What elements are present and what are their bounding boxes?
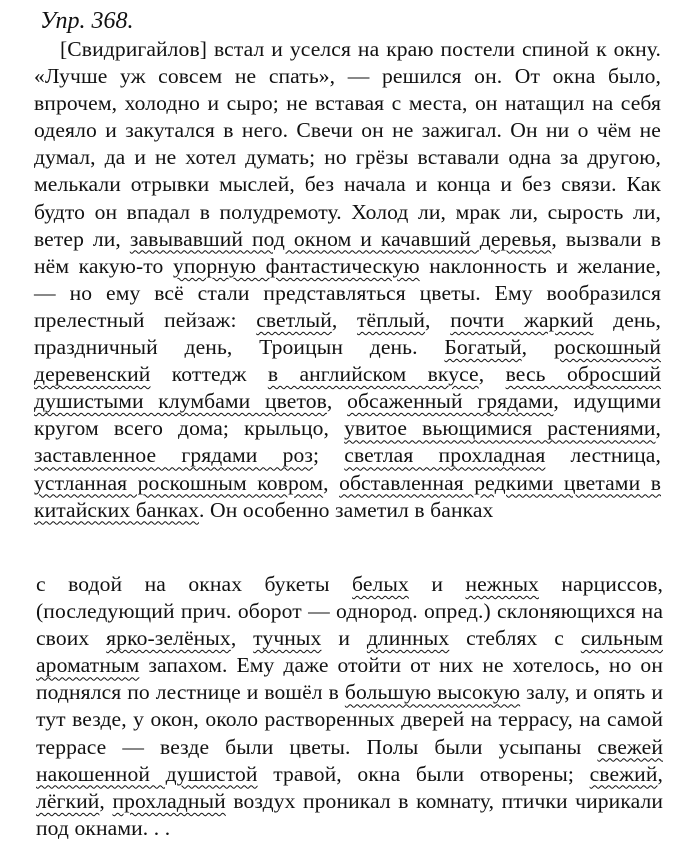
underlined-phrase: обставленная редкими цветами в китайских банках xyxy=(34,470,661,522)
text-segment: , xyxy=(230,626,254,651)
underlined-phrase: почти жаркий xyxy=(450,307,594,332)
underlined-phrase: завывавший под окном и качавший деревья xyxy=(129,226,552,251)
text-segment: , xyxy=(478,362,506,387)
text-segment: день, праздничный день, Троицын день. xyxy=(34,307,661,360)
text-segment: запахом. Ему даже отойти от них не хотелось, но он поднялся по лестнице и вошёл в xyxy=(36,653,663,705)
text-segment: , xyxy=(323,470,340,495)
underlined-phrase: упорную фантастическую xyxy=(172,253,420,278)
text-segment: нарциссов, (последующий прич. оборот — однород. опред.) склоняющихся на своих xyxy=(36,572,664,651)
underlined-phrase: весь обросший душистыми клумбами цветов xyxy=(34,362,661,414)
underlined-phrase: Богатый xyxy=(444,335,522,360)
underlined-phrase: обсаженный грядами xyxy=(347,389,554,414)
text-segment: , вызвали в нём какую-то xyxy=(34,226,661,278)
underlined-phrase: в английском вкусе xyxy=(267,362,479,387)
text-segment: травой, окна были отворены; xyxy=(257,761,590,786)
underlined-phrase: белых xyxy=(352,572,409,596)
underlined-phrase: свежий xyxy=(589,761,658,786)
text-segment: воздух проникал в комнату, птички чирикали под окнами. . . xyxy=(36,788,664,840)
text-segment: с водой на окнах букеты xyxy=(36,572,353,596)
text-segment: , xyxy=(99,788,113,813)
underlined-phrase: лёгкий xyxy=(36,788,100,813)
text-segment: , xyxy=(326,389,348,414)
text-segment: , xyxy=(657,761,663,786)
underlined-phrase: тучных xyxy=(253,626,322,651)
text-paragraph-1 xyxy=(34,36,661,524)
text-segment: и xyxy=(408,572,466,596)
text-segment: ; xyxy=(313,443,345,468)
underlined-phrase: устланная роскошным ковром xyxy=(34,470,324,495)
underlined-phrase: нежных xyxy=(465,572,539,596)
exercise-title: Упр. 368. xyxy=(40,8,134,34)
text-segment: стеблях с xyxy=(449,626,581,651)
text-segment: , xyxy=(521,335,554,360)
text-segment: . Он особенно заметил в банках xyxy=(199,497,494,522)
text-segment: наклонность и желание, — но ему всё стали представляться цветы. Ему вообразился прелестный пейзаж: xyxy=(34,253,661,332)
underlined-phrase: тёплый xyxy=(357,307,426,332)
text-segment: коттедж xyxy=(150,362,268,387)
underlined-phrase: светлый xyxy=(256,307,332,332)
text-segment: , xyxy=(425,307,451,332)
text-paragraph-2 xyxy=(36,571,663,842)
text-segment: , xyxy=(655,416,661,441)
underlined-phrase: заставленное грядами роз xyxy=(34,443,314,468)
text-segment: , xyxy=(331,307,358,332)
text-segment: и xyxy=(321,626,367,651)
underlined-phrase: длинных xyxy=(366,626,450,651)
underlined-phrase: роскошный деревенский xyxy=(34,335,661,387)
text-segment: , идущими кругом всего дома; крыльцо, xyxy=(34,389,661,441)
text-segment: лестница, xyxy=(545,443,661,468)
text-segment: [Свидригайлов] встал и уселся на краю постели спиной к окну. «Лучше уж совсем не спать», — решился он. От окна было, впрочем, холодно и сыро; не вставая с места, он натащил на себя одеяло и закутался в него. Свечи он не зажигал. Он ни о чём не думал, да и не хотел думать; но грёзы вставали одна за другою, мелькали отрывки мыслей, без начала и конца и без связи. Как будто он впадал в полудремоту. Холод ли, мрак ли, сырость ли, ветер ли, xyxy=(34,37,661,251)
underlined-phrase: увитое вьющимися растениями xyxy=(344,416,656,441)
underlined-phrase: свежей накошенной душистой xyxy=(36,734,663,786)
underlined-phrase: ярко-зелёных xyxy=(106,626,231,651)
underlined-phrase: прохладный xyxy=(112,788,226,813)
underlined-phrase: сильным ароматным xyxy=(36,626,664,678)
text-segment: залу, и опять и тут везде, у окон, около растворенных дверей на террасу, на самой террасе — везде были цветы. Полы были усыпаны xyxy=(36,680,663,759)
underlined-phrase: светлая прохладная xyxy=(344,443,546,468)
underlined-phrase: большую высокую xyxy=(344,680,521,705)
